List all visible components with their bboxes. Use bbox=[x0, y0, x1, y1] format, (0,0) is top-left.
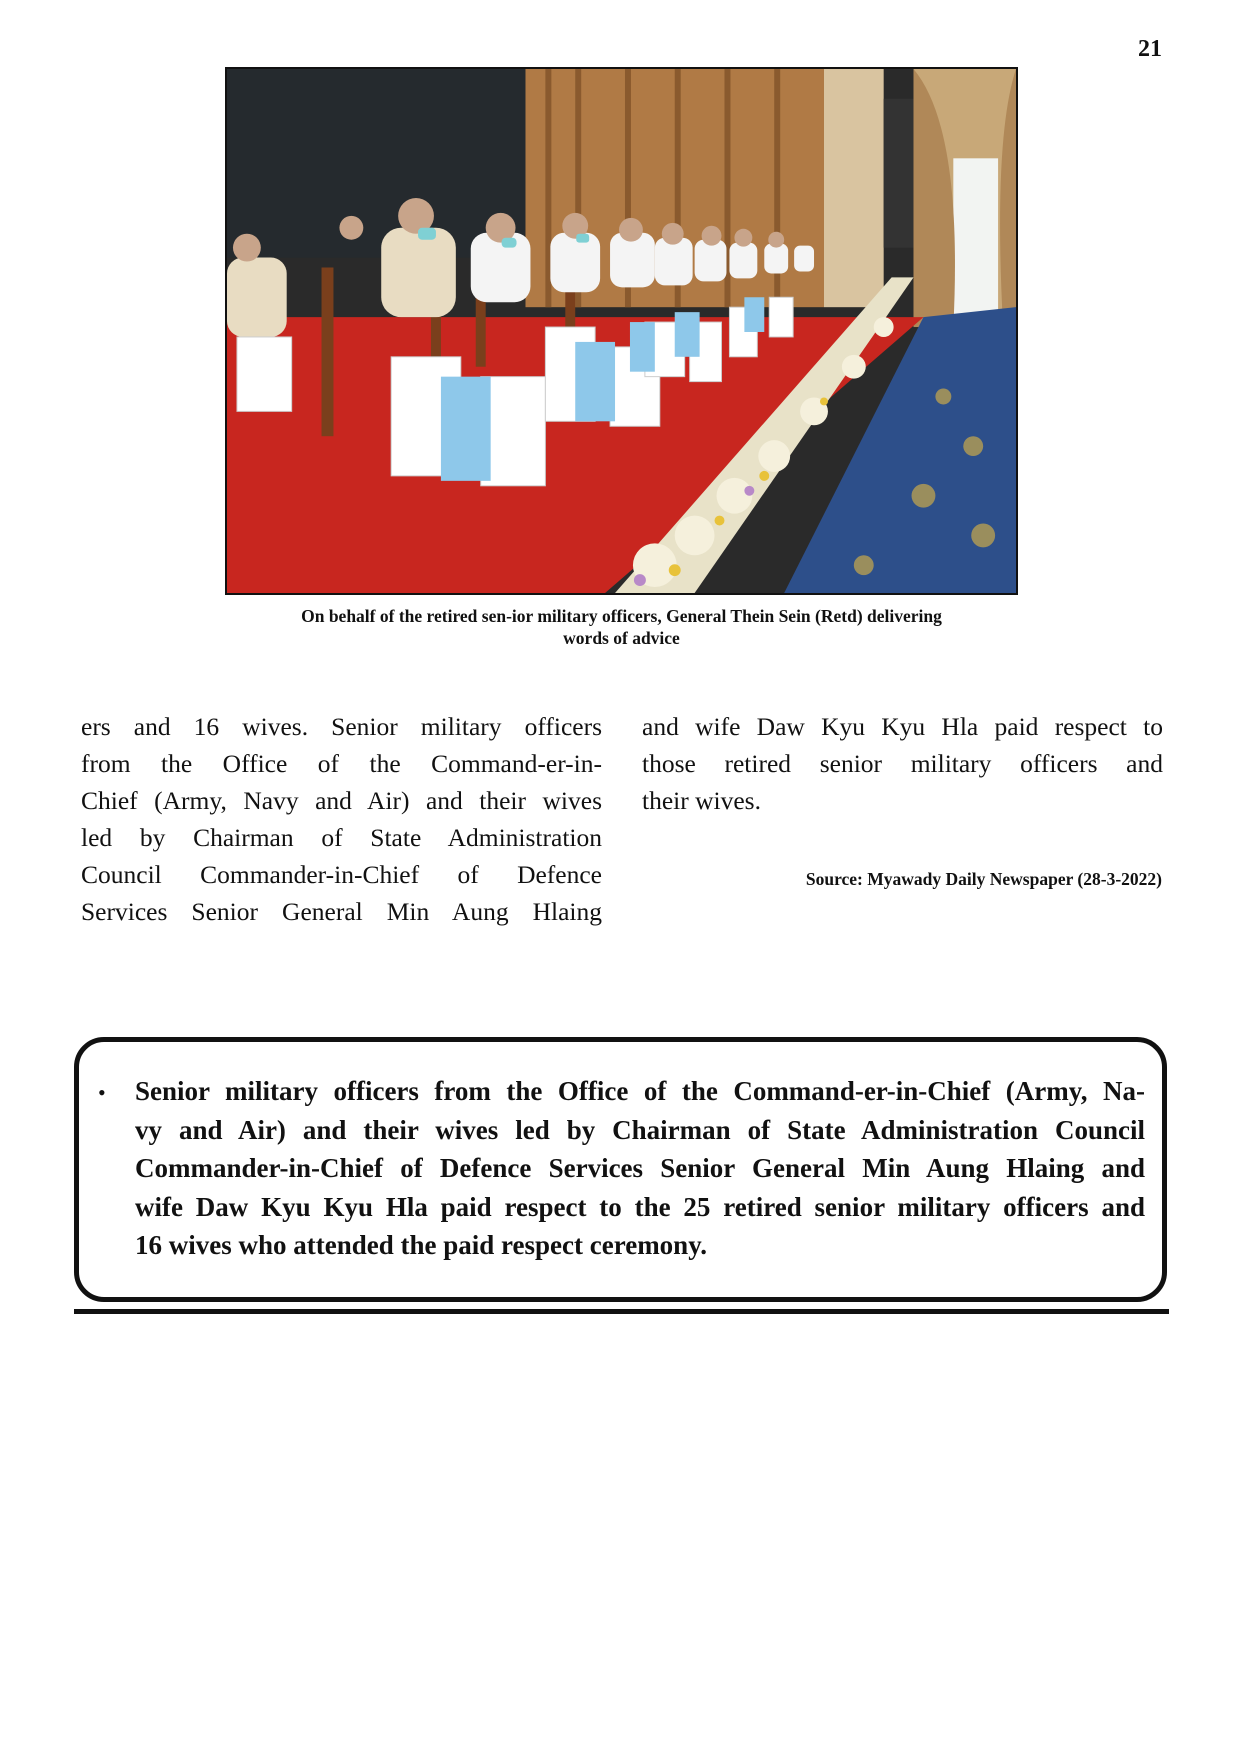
page-number: 21 bbox=[1138, 36, 1162, 62]
ceremony-photo bbox=[225, 67, 1018, 595]
bullet-icon: • bbox=[98, 1080, 106, 1105]
summary-line: wife Daw Kyu Kyu Hla paid respect to the 25 retired senior military officers and bbox=[135, 1191, 1145, 1222]
article-source: Source: Myawady Daily Newspaper (28-3-2022) bbox=[805, 869, 1162, 889]
bottom-rule bbox=[74, 1309, 1169, 1314]
article-line: Council Commander-in-Chief of Defence bbox=[81, 860, 602, 889]
photo-caption bbox=[225, 605, 1018, 649]
article-line: from the Office of the Command-er-in- bbox=[81, 749, 602, 778]
article-left-column bbox=[81, 708, 602, 930]
summary-line: vy and Air) and their wives led by Chairman of State Administration Council bbox=[135, 1114, 1145, 1145]
ceremony-photo-illustration bbox=[227, 69, 1016, 593]
article-line: Services Senior General Min Aung Hlaing bbox=[81, 897, 602, 926]
photo-caption-line-2: words of advice bbox=[563, 628, 680, 648]
summary-text bbox=[135, 1072, 1145, 1265]
article-line: led by Chairman of State Administration bbox=[81, 823, 602, 852]
article-line: and wife Daw Kyu Kyu Hla paid respect to bbox=[642, 712, 1163, 741]
article-line: their wives. bbox=[642, 786, 761, 815]
article-line: ers and 16 wives. Senior military officers bbox=[81, 712, 602, 741]
summary-line: Commander-in-Chief of Defence Services Senior General Min Aung Hlaing and bbox=[135, 1153, 1145, 1183]
article-line: Chief (Army, Navy and Air) and their wives bbox=[81, 786, 602, 815]
summary-line: 16 wives who attended the paid respect ceremony. bbox=[135, 1230, 707, 1260]
photo-caption-line-1: On behalf of the retired sen-ior military officers, General Thein Sein (Retd) delivering bbox=[301, 606, 942, 626]
article-right-column bbox=[642, 708, 1163, 819]
summary-line: Senior military officers from the Office of the Command-er-in-Chief (Army, Na- bbox=[135, 1076, 1145, 1106]
summary-box bbox=[74, 1037, 1167, 1302]
article-line: those retired senior military officers and bbox=[642, 749, 1163, 778]
